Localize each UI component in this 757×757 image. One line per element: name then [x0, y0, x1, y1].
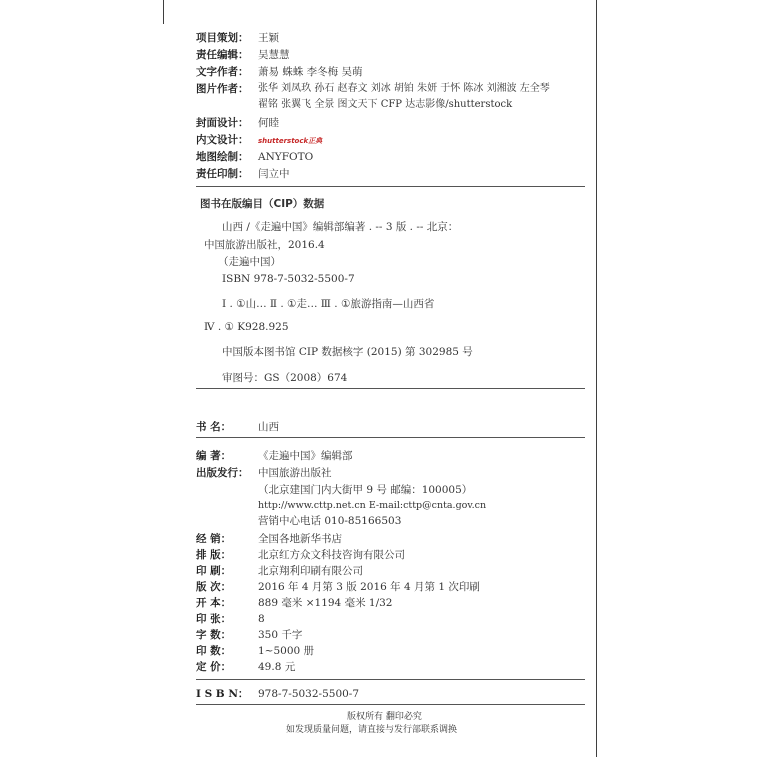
- credit-value: ANYFOTO: [258, 151, 314, 163]
- credit-value-continued: 翟铭 张翼飞 全景 图文天下 CFP 达志影像/shutterstock: [258, 99, 513, 110]
- detail-value: 1~5000 册: [258, 645, 315, 657]
- detail-label: 编 著：: [196, 450, 232, 462]
- left-border: [163, 0, 164, 24]
- divider: [196, 388, 585, 389]
- credit-label: 项目策划：: [196, 32, 249, 44]
- credit-label: 责任印制：: [196, 168, 249, 180]
- book-title-value: 山西: [258, 421, 279, 433]
- credit-value: 张华 刘凤玖 孙石 赵春文 刘冰 胡铂 朱妍 于怀 陈冰 刘湘波 左全琴: [258, 83, 550, 94]
- credit-value: 吴慧慧: [258, 49, 290, 61]
- cip-line: Ⅰ . ①山… Ⅱ . ①走… Ⅲ . ①旅游指南—山西省: [222, 298, 435, 310]
- detail-value-web: http://www.cttp.net.cn E-mail:cttp@cnta.gov.cn: [258, 500, 487, 511]
- detail-value: 全国各地新华书店: [258, 533, 342, 545]
- detail-value: 8: [258, 613, 265, 625]
- detail-label: 印 刷：: [196, 565, 232, 577]
- divider: [196, 679, 585, 680]
- credit-label: 内文设计：: [196, 134, 249, 146]
- detail-label: 定 价：: [196, 661, 232, 673]
- credit-label: 地图绘制：: [196, 151, 249, 163]
- detail-value: 中国旅游出版社: [258, 467, 332, 479]
- detail-value: 889 毫米 ×1194 毫米 1/32: [258, 597, 393, 609]
- credit-value: 萧易 蛛蛛 李冬梅 吴萌: [258, 66, 363, 78]
- credit-label: 封面设计：: [196, 117, 249, 129]
- cip-line: 山西 /《走遍中国》编辑部编著 . -- 3 版 . -- 北京：: [222, 221, 459, 233]
- detail-value: 北京红方众文科技咨询有限公司: [258, 549, 405, 561]
- credit-value: 王颖: [258, 32, 279, 44]
- cip-line: （走遍中国）: [218, 256, 281, 268]
- credit-label: 图片作者：: [196, 83, 249, 95]
- divider: [196, 186, 585, 187]
- detail-value: 《走遍中国》编辑部: [258, 450, 353, 462]
- copyright-notice: 版权所有 翻印必究: [347, 712, 422, 722]
- detail-value: 350 千字: [258, 629, 303, 641]
- credit-label: 责任编辑：: [196, 49, 249, 61]
- credit-value: 闫立中: [258, 168, 290, 180]
- detail-label: 经 销：: [196, 533, 232, 545]
- cip-isbn: ISBN 978-7-5032-5500-7: [222, 273, 355, 285]
- cip-line: Ⅳ . ① K928.925: [204, 321, 289, 333]
- detail-value-phone: 营销中心电话 010-85166503: [258, 515, 402, 527]
- right-border: [596, 0, 597, 757]
- detail-value: 北京翔利印刷有限公司: [258, 565, 363, 577]
- isbn-value: 978-7-5032-5500-7: [258, 688, 360, 700]
- cip-line: 中国旅游出版社，2016.4: [204, 239, 325, 251]
- credit-label: 文字作者：: [196, 66, 249, 78]
- divider: [196, 704, 585, 705]
- detail-label: 排 版：: [196, 549, 232, 561]
- divider: [196, 437, 585, 438]
- detail-value: 49.8 元: [258, 661, 296, 673]
- detail-label: 印 数：: [196, 645, 232, 657]
- isbn-label: I S B N：: [196, 688, 249, 700]
- detail-label: 开 本：: [196, 597, 232, 609]
- detail-label: 字 数：: [196, 629, 232, 641]
- shutterstock-logo: shutterstock正典: [258, 137, 323, 145]
- credit-value: 何睦: [258, 117, 279, 129]
- quality-notice: 如发现质量问题，请直接与发行部联系调换: [286, 725, 458, 735]
- detail-label: 印 张：: [196, 613, 232, 625]
- detail-value: 2016 年 4 月第 3 版 2016 年 4 月第 1 次印刷: [258, 581, 480, 593]
- cip-line: 中国版本图书馆 CIP 数据核字 (2015) 第 302985 号: [222, 346, 473, 358]
- detail-label: 版 次：: [196, 581, 232, 593]
- detail-label: 出版发行：: [196, 467, 249, 479]
- cip-title: 图书在版编目（CIP）数据: [200, 198, 325, 210]
- cip-line: 审图号：GS（2008）674: [222, 372, 348, 384]
- detail-value-address: （北京建国门内大街甲 9 号 邮编：100005）: [258, 484, 473, 496]
- book-title-label: 书 名：: [196, 421, 232, 433]
